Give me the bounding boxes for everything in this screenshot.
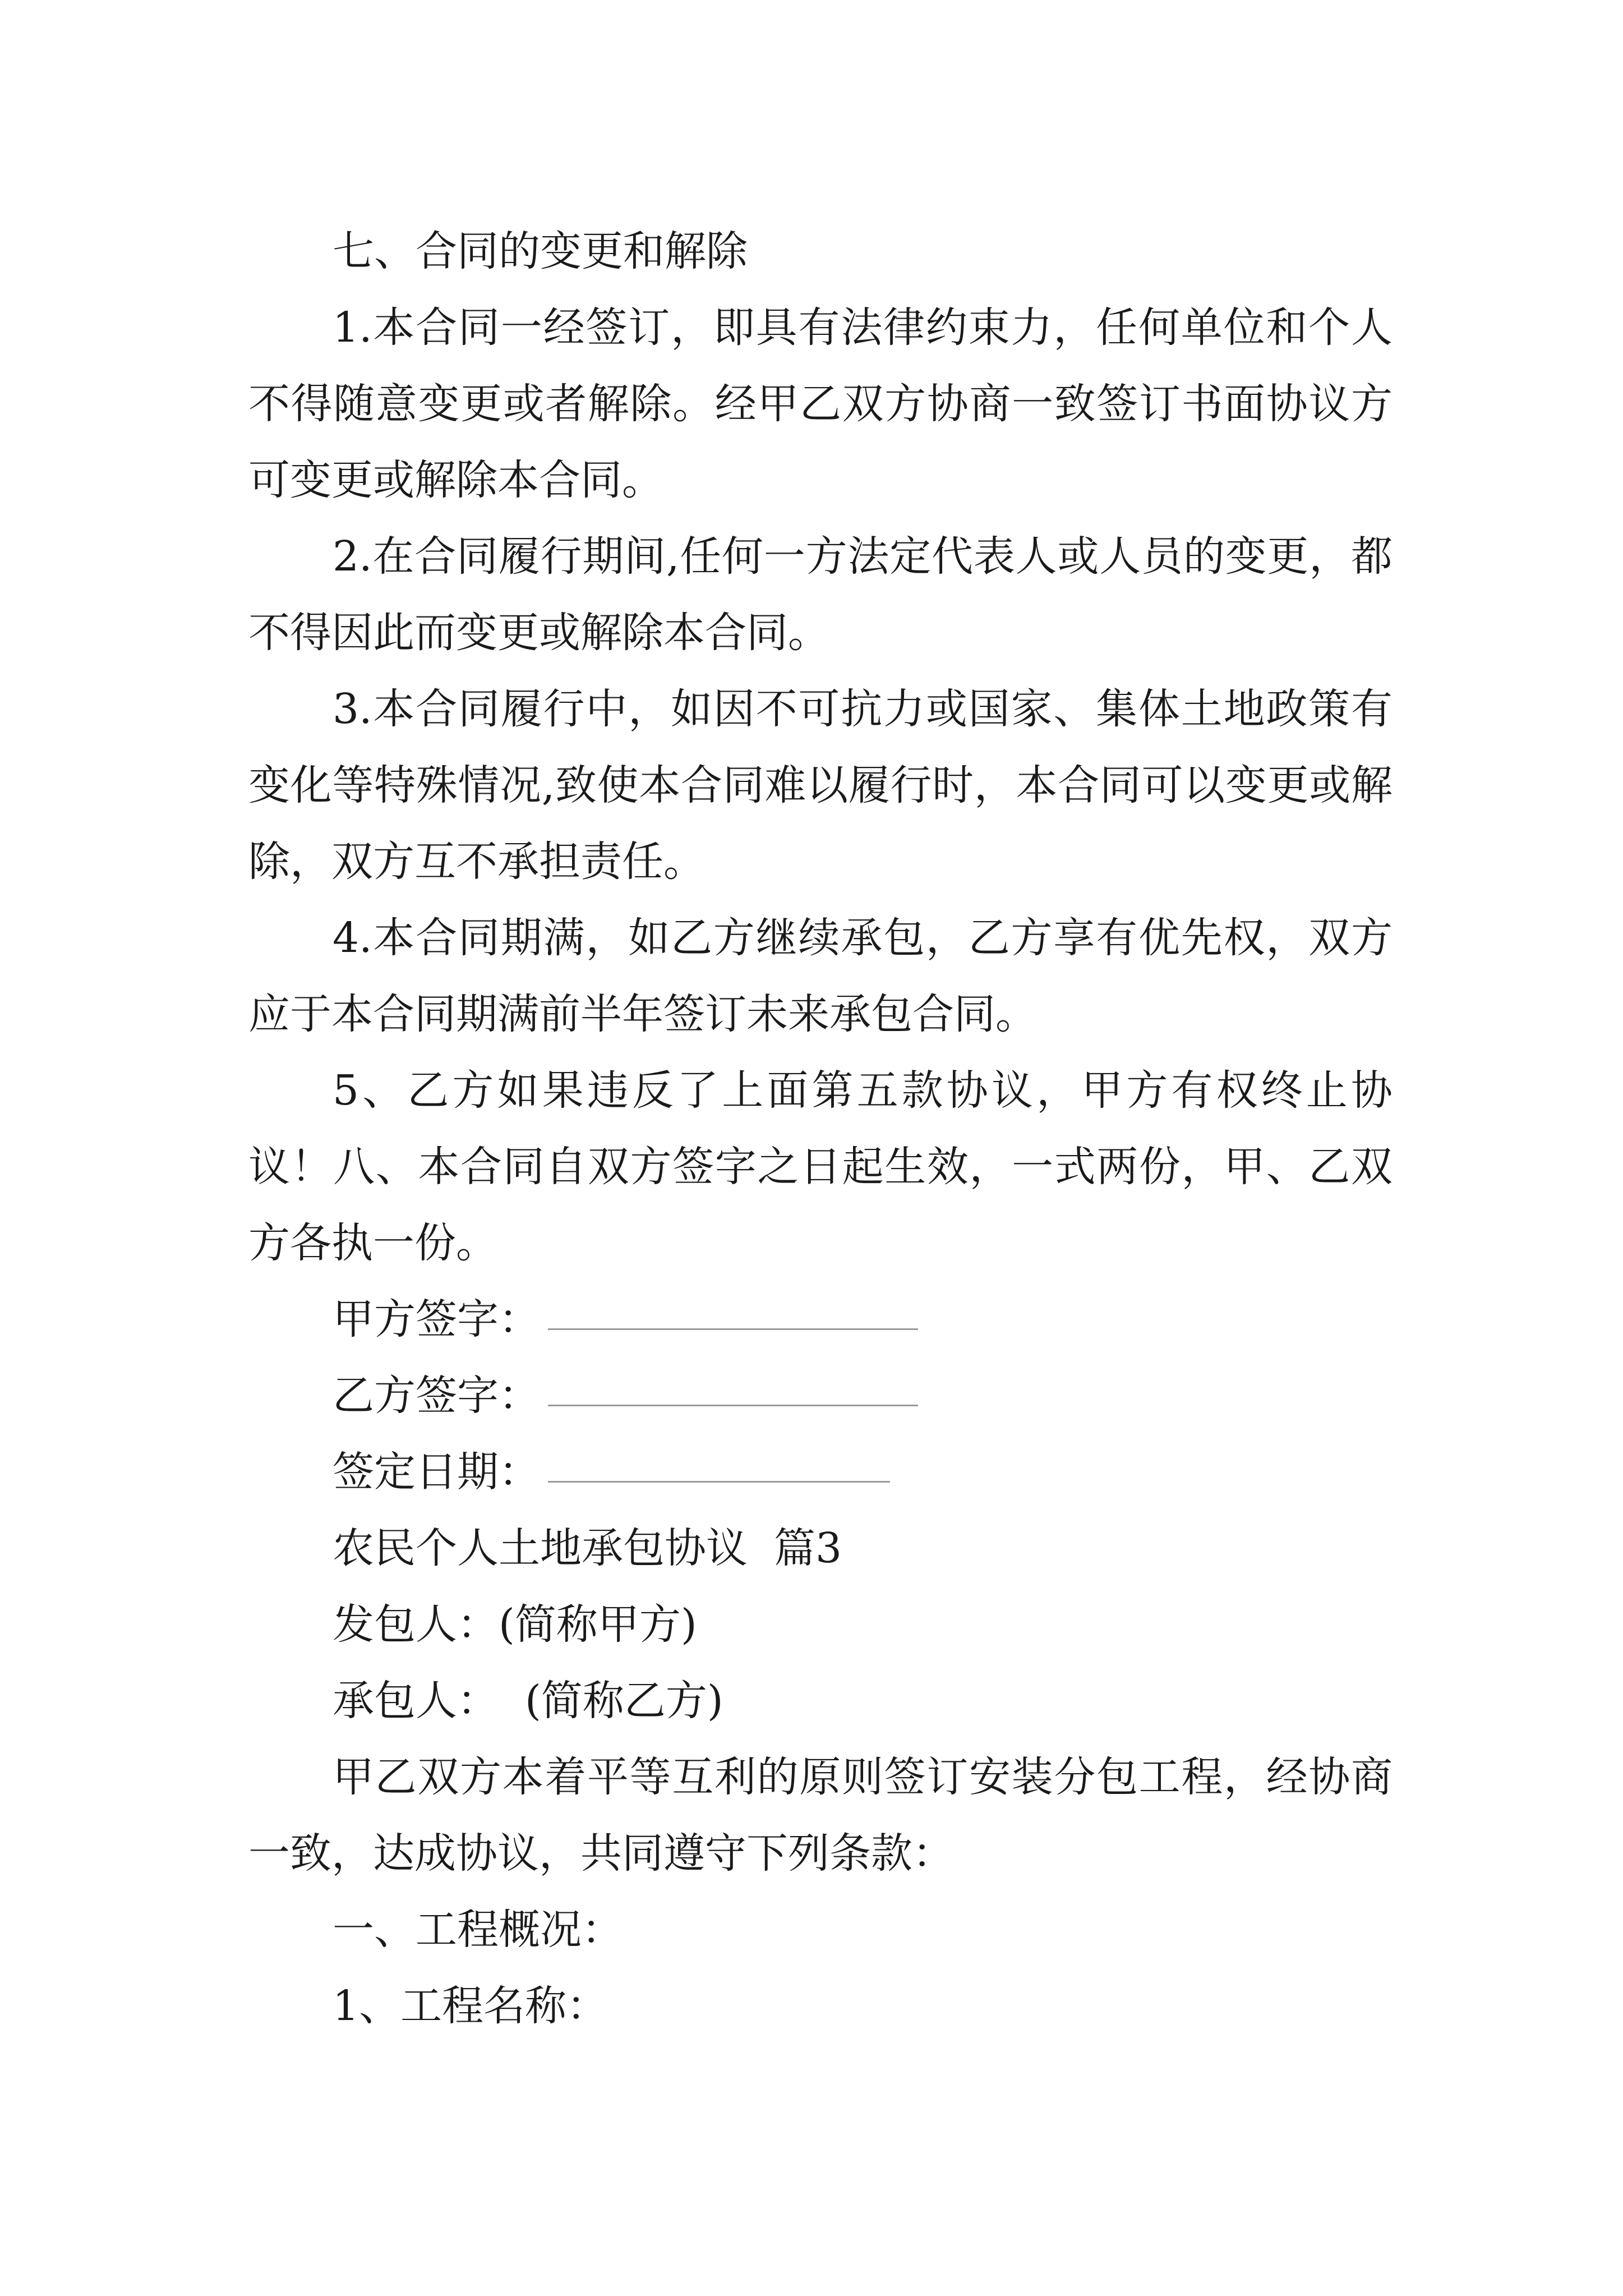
contractor-line: 承包人： (简称乙方) [333,1677,723,1725]
sign-date-row [248,1434,1393,1510]
clause-1: 1.本合同一经签订，即具有法律约束力，任何单位和个人不得随意变更或者解除。经甲乙双方协商一致签订书面协议方可变更或解除本合同。 [248,303,1393,504]
section-heading-change-termination: 七、合同的变更和解除 [333,227,748,275]
clause-4: 4.本合同期满，如乙方继续承包，乙方享有优先权，双方应于本合同期满前半年签订未来承包合同。 [248,914,1393,1038]
project-overview-heading: 一、工程概况： [333,1906,623,1954]
sign-date-line[interactable] [548,1480,890,1483]
project-name-item: 1、工程名称： [333,1982,608,2030]
clause-5: 5、乙方如果违反了上面第五款协议，甲方有权终止协议！八、本合同自双方签字之日起生效，一式两份，甲、乙双方各执一份。 [248,1066,1393,1267]
clause-3: 3.本合同履行中，如因不可抗力或国家、集体土地政策有变化等特殊情况,致使本合同难以履行时，本合同可以变更或解除，双方互不承担责任。 [248,685,1393,886]
section-3-title: 农民个人土地承包协议 篇3 [333,1524,842,1572]
agreement-intro: 甲乙双方本着平等互利的原则签订安装分包工程，经协商一致，达成协议，共同遵守下列条款： [248,1753,1393,1878]
party-b-signature-line[interactable] [548,1404,918,1406]
employer-line: 发包人：(简称甲方) [333,1600,697,1649]
party-a-signature-label: 甲方签字： [333,1295,540,1343]
party-a-signature-row [248,1281,1393,1358]
document-body [248,213,1393,2044]
party-b-signature-row [248,1358,1393,1434]
party-a-signature-line[interactable] [548,1328,918,1330]
party-b-signature-label: 乙方签字： [333,1372,540,1420]
sign-date-label: 签定日期： [333,1448,540,1496]
clause-2: 2.在合同履行期间,任何一方法定代表人或人员的变更，都不得因此而变更或解除本合同。 [248,532,1393,657]
